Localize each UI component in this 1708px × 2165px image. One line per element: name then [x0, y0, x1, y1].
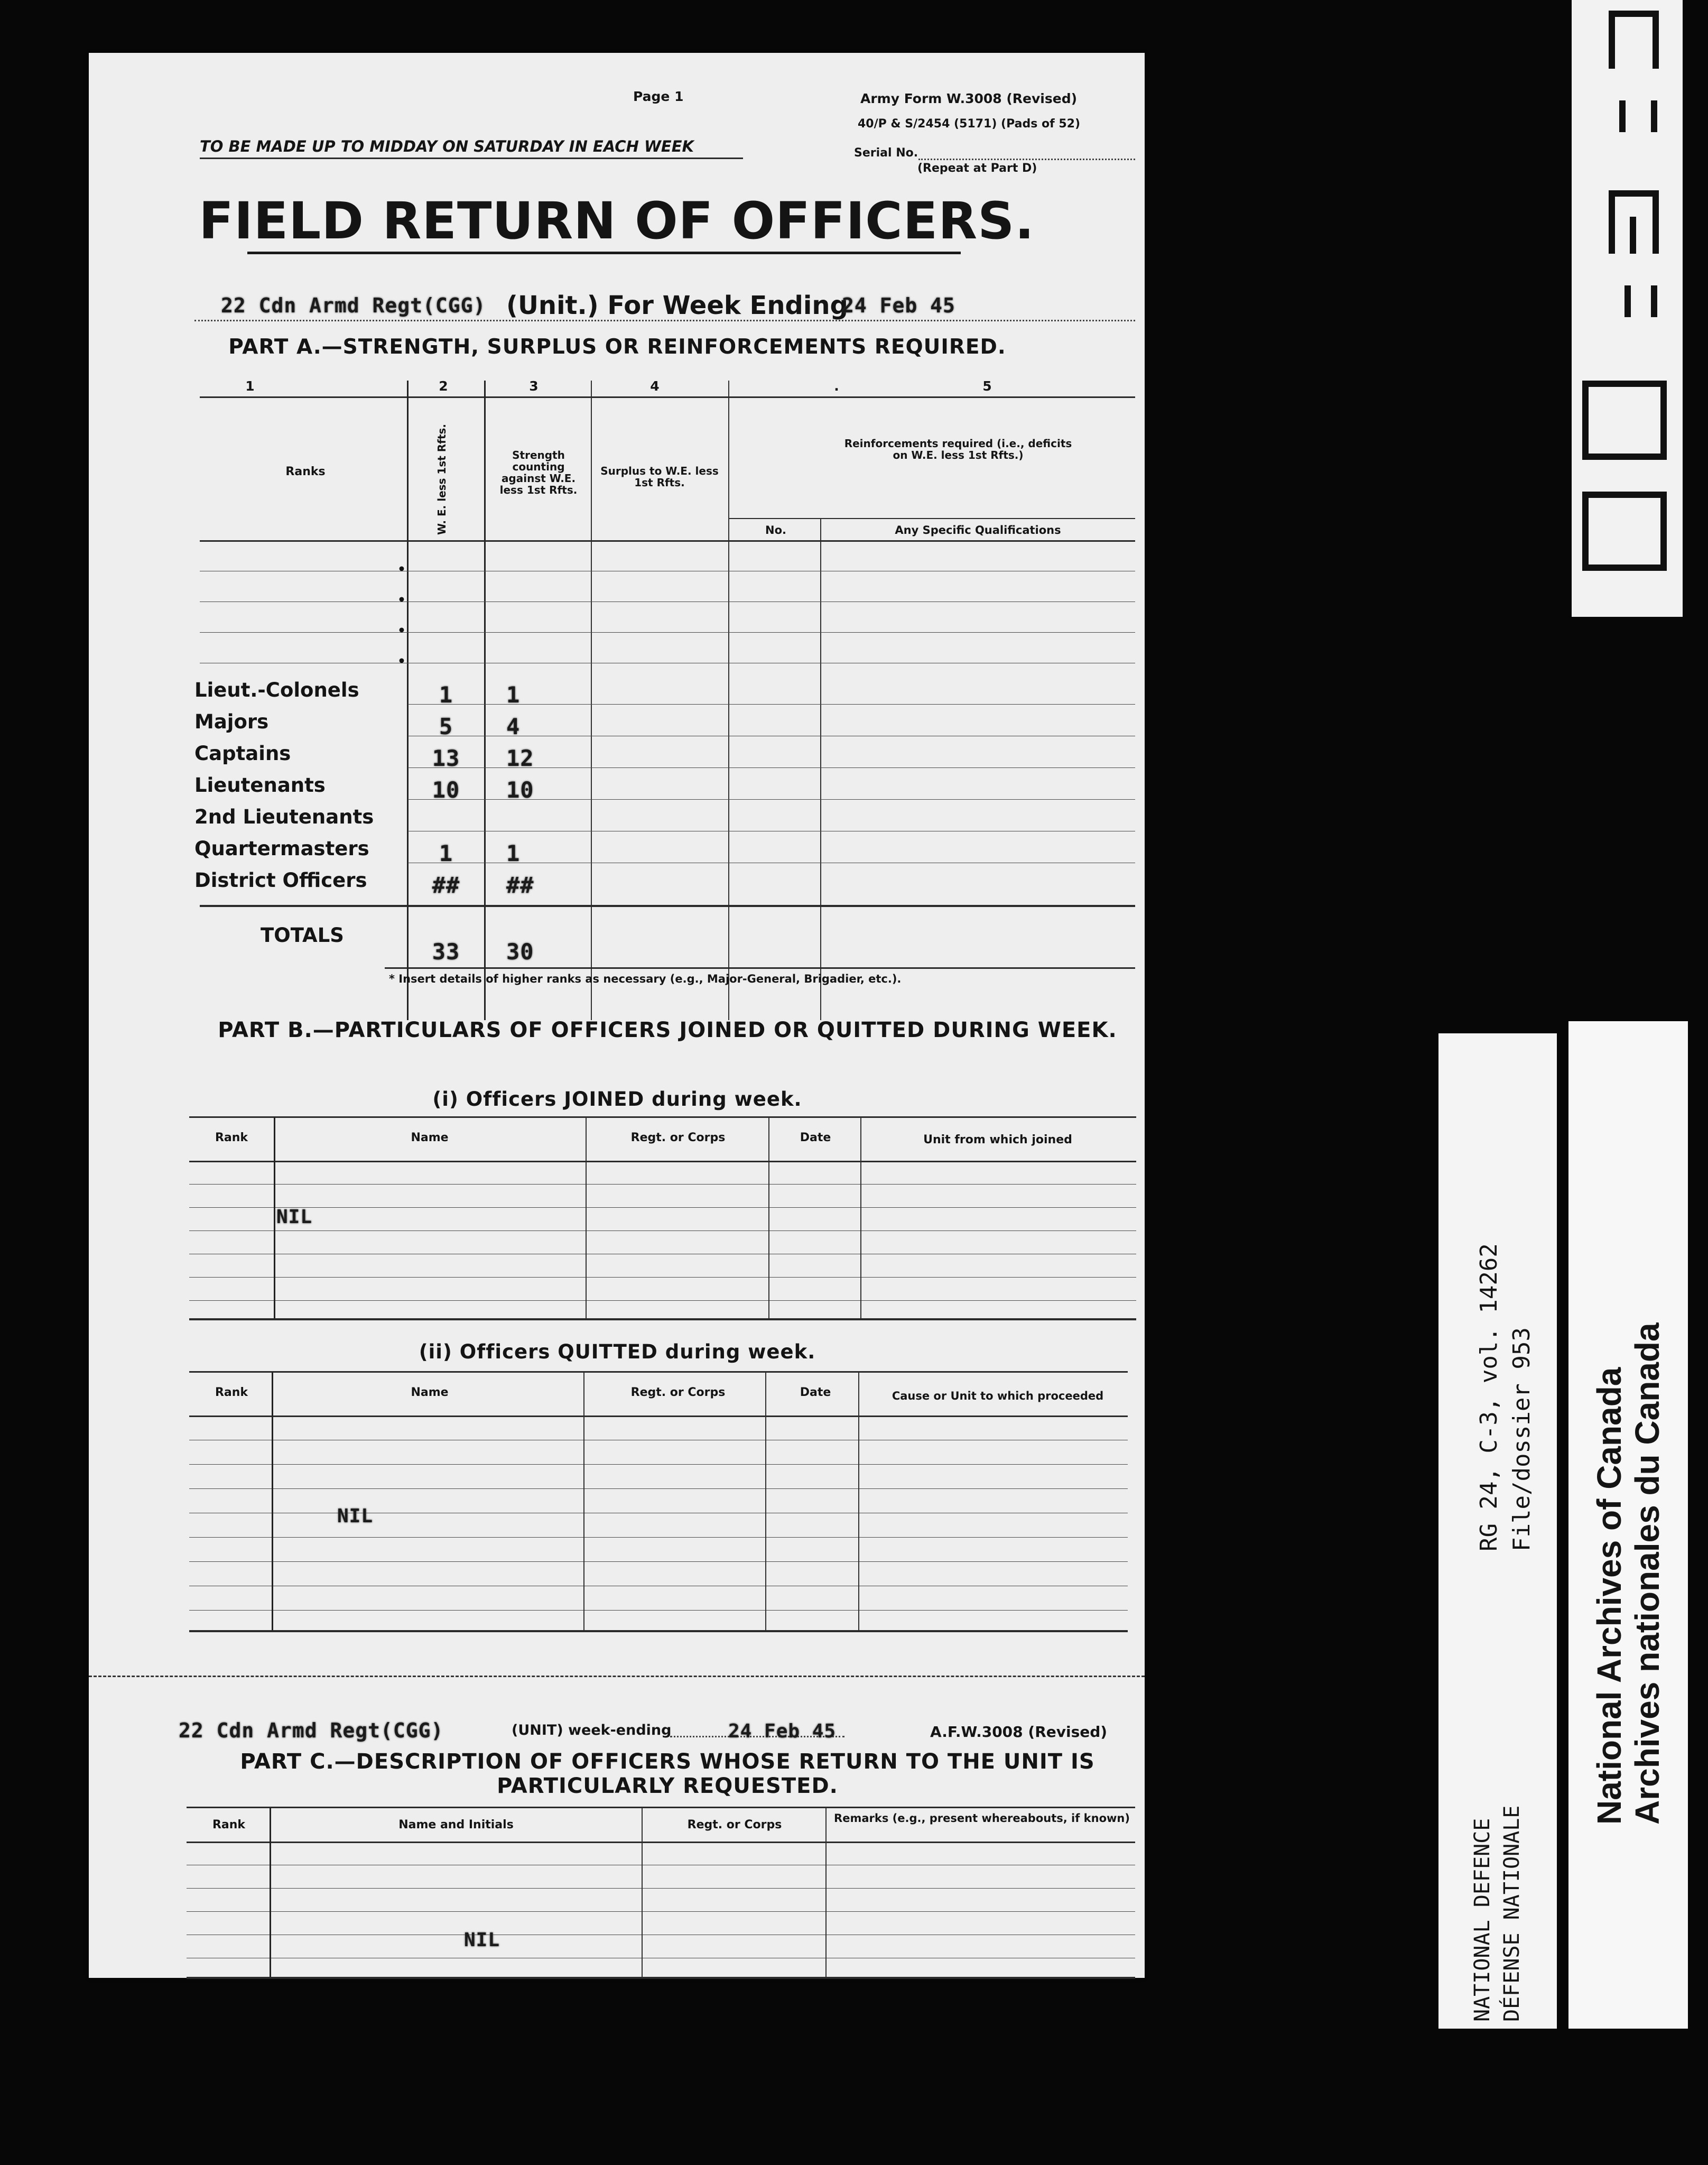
rank-label: Quartermasters [194, 837, 369, 860]
instruction-text: TO BE MADE UP TO MIDDAY ON SATURDAY IN EACH WEEK [200, 137, 694, 155]
strength-value: 4 [506, 714, 521, 739]
strength-value: 1 [506, 840, 521, 866]
insert-marker: • [397, 561, 406, 577]
ruled-line [189, 1561, 1128, 1562]
joined-col-line [768, 1117, 769, 1318]
part-a-header-rule [200, 540, 1135, 542]
joined-bottom-rule [189, 1318, 1136, 1320]
unit-name: 22 Cdn Armd Regt(CGG) [221, 294, 486, 317]
part-a-footnote: * Insert details of higher ranks as necessary (e.g., Major-General, Brigadier, etc.). [389, 973, 902, 985]
joined-col-unit: Unit from which joined [923, 1133, 1072, 1146]
quitted-col-line [272, 1372, 273, 1630]
part-c-top-rule [187, 1807, 1135, 1808]
part-c-unit-label: (UNIT) week-ending [512, 1722, 672, 1738]
totals-we: 33 [432, 939, 460, 965]
col-num-3: 3 [529, 378, 539, 394]
quitted-bottom-rule [189, 1630, 1128, 1632]
joined-col-line [274, 1117, 275, 1318]
part-c-header-rule [187, 1842, 1135, 1843]
reference-text: RG 24, C-3, vol. 14262 [1475, 1243, 1502, 1551]
part-a-title: PART A.—STRENGTH, SURPLUS OR REINFORCEMENTS REQUIRED. [228, 335, 1006, 359]
ruled-line [200, 632, 1135, 633]
we-value: 1 [439, 682, 453, 708]
rank-label: 2nd Lieutenants [194, 806, 374, 828]
joined-title: (i) Officers JOINED during week. [432, 1088, 802, 1111]
quitted-col-line [765, 1372, 766, 1630]
joined-top-rule [189, 1116, 1136, 1118]
rank-label: Captains [194, 742, 291, 765]
quitted-entry: NIL [337, 1505, 374, 1527]
ruled-line [187, 1888, 1135, 1889]
ruled-line [189, 1207, 1136, 1208]
col-strength-header: Strength counting against W.E. less 1st Rfts. [499, 449, 578, 496]
part-c-col-line [270, 1808, 271, 1977]
quitted-col-name: Name [411, 1386, 449, 1399]
quitted-col-line [583, 1372, 584, 1630]
form-number: Army Form W.3008 (Revised) [860, 91, 1078, 106]
serial-note: (Repeat at Part D) [917, 162, 1037, 175]
part-c-col-line [825, 1808, 827, 1977]
reinf-sub-rule [729, 518, 1135, 519]
form-title: FIELD RETURN OF OFFICERS. [199, 191, 1035, 251]
strength-value: 10 [506, 777, 534, 803]
part-c-col-remarks: Remarks (e.g., present whereabouts, if known) [834, 1812, 1130, 1825]
quitted-col-line [858, 1372, 859, 1630]
ruled-line [189, 1300, 1136, 1301]
part-c-bottom-rule [187, 1977, 1135, 1979]
part-a-col-line-5 [820, 518, 821, 1020]
week-ending-date: 24 Feb 45 [842, 294, 955, 317]
we-value: 5 [439, 714, 453, 739]
we-value: ## [432, 872, 460, 898]
archives-label [1568, 1021, 1688, 2029]
col-qualifications-header: Any Specific Qualifications [895, 524, 1061, 536]
totals-label: TOTALS [261, 924, 344, 947]
quitted-col-cause: Cause or Unit to which proceeded [892, 1390, 1104, 1402]
rank-label: District Officers [194, 869, 367, 892]
joined-col-line [586, 1117, 587, 1318]
quitted-col-date: Date [800, 1386, 831, 1399]
we-value: 10 [432, 777, 460, 803]
part-c-title: PART C.—DESCRIPTION OF OFFICERS WHOSE RETURN TO THE UNIT IS PARTICULARLY REQUESTED. [240, 1750, 1095, 1798]
part-a-col-line-2 [484, 381, 486, 1020]
quitted-header-rule [189, 1415, 1128, 1417]
joined-col-rank: Rank [215, 1131, 248, 1144]
rank-label: Majors [194, 710, 269, 733]
defence-en: NATIONAL DEFENCE [1470, 1818, 1494, 2022]
strength-value: ## [506, 872, 534, 898]
col-num-2: 2 [439, 378, 448, 394]
col-no-header: No. [765, 524, 786, 536]
archives-fr: Archives nationales du Canada [1628, 1322, 1666, 1825]
col-num-dot: . [834, 378, 839, 394]
ruled-line [189, 1537, 1128, 1538]
perforation-line[interactable] [89, 1676, 1145, 1677]
frame-code-digits [1572, 0, 1683, 617]
ruled-line [189, 1464, 1128, 1465]
col-num-5: 5 [982, 378, 992, 394]
insert-marker: • [397, 592, 406, 607]
form-reference: 40/P & S/2454 (5171) (Pads of 52) [858, 117, 1080, 131]
part-b-title: PART B.—PARTICULARS OF OFFICERS JOINED OR QUITTED DURING WEEK. [218, 1018, 1117, 1042]
we-value: 1 [439, 840, 453, 866]
rank-label: Lieutenants [194, 774, 326, 797]
joined-header-rule [189, 1161, 1136, 1162]
rank-label: Lieut.-Colonels [194, 679, 359, 701]
ruled-line [187, 1911, 1135, 1912]
col-num-1: 1 [245, 378, 255, 394]
joined-entry: NIL [276, 1206, 313, 1228]
joined-col-line [860, 1117, 861, 1318]
ruled-line [189, 1610, 1128, 1611]
col-ranks-header: Ranks [285, 465, 326, 478]
col-we-header: W. E. less 1st Rfts. [435, 424, 448, 535]
part-c-col-line [642, 1808, 643, 1977]
part-c-col-regt: Regt. or Corps [687, 1818, 782, 1831]
serial-label: Serial No. [854, 146, 918, 160]
part-c-form-ref: A.F.W.3008 (Revised) [930, 1723, 1108, 1741]
strength-value: 1 [506, 682, 521, 708]
unit-label: (Unit.) For Week Ending [506, 291, 848, 320]
defence-fr: DÉFENSE NATIONALE [1500, 1805, 1524, 2022]
col-num-4: 4 [650, 378, 660, 394]
quitted-col-regt: Regt. or Corps [630, 1386, 726, 1399]
part-c-col-name: Name and Initials [398, 1818, 514, 1831]
joined-col-regt: Regt. or Corps [630, 1131, 726, 1144]
part-c-col-rank: Rank [212, 1818, 246, 1831]
instruction-underline [200, 158, 743, 159]
ruled-line [189, 1184, 1136, 1185]
joined-col-date: Date [800, 1131, 831, 1144]
part-c-entry: NIL [464, 1929, 500, 1951]
part-a-col-line-3 [591, 381, 592, 1020]
ruled-line [189, 1230, 1136, 1231]
part-c-week-ending: 24 Feb 45 [728, 1720, 837, 1742]
part-a-top-rule [200, 396, 1135, 398]
part-a-bottom-rule [385, 967, 1135, 969]
insert-marker: • [397, 653, 406, 669]
reference-label [1438, 1033, 1557, 2029]
frame-code-strip [1572, 0, 1683, 617]
quitted-title: (ii) Officers QUITTED during week. [419, 1340, 816, 1363]
archives-en: National Archives of Canada [1590, 1367, 1628, 1825]
page-number: Page 1 [633, 89, 684, 104]
file-text: File/dossier 953 [1508, 1327, 1535, 1551]
insert-marker: • [397, 623, 406, 638]
quitted-col-rank: Rank [215, 1386, 248, 1399]
totals-rule [200, 905, 1135, 907]
quitted-top-rule [189, 1371, 1128, 1373]
ruled-line [189, 1277, 1136, 1278]
field-return-form [89, 53, 1145, 1978]
title-underline [247, 252, 961, 254]
part-a-col-line-4 [728, 381, 729, 1020]
we-value: 13 [432, 745, 460, 771]
serial-number-field[interactable] [918, 159, 1135, 160]
part-c-unit: 22 Cdn Armd Regt(CGG) [179, 1719, 444, 1742]
col-reinforcements-header: Reinforcements required (i.e., deficits on W.E. less 1st Rfts.) [844, 437, 1072, 461]
strength-value: 12 [506, 745, 534, 771]
joined-col-name: Name [411, 1131, 449, 1144]
col-surplus-header: Surplus to W.E. less 1st Rfts. [600, 465, 719, 489]
ruled-line [189, 1488, 1128, 1489]
totals-strength: 30 [506, 939, 534, 965]
